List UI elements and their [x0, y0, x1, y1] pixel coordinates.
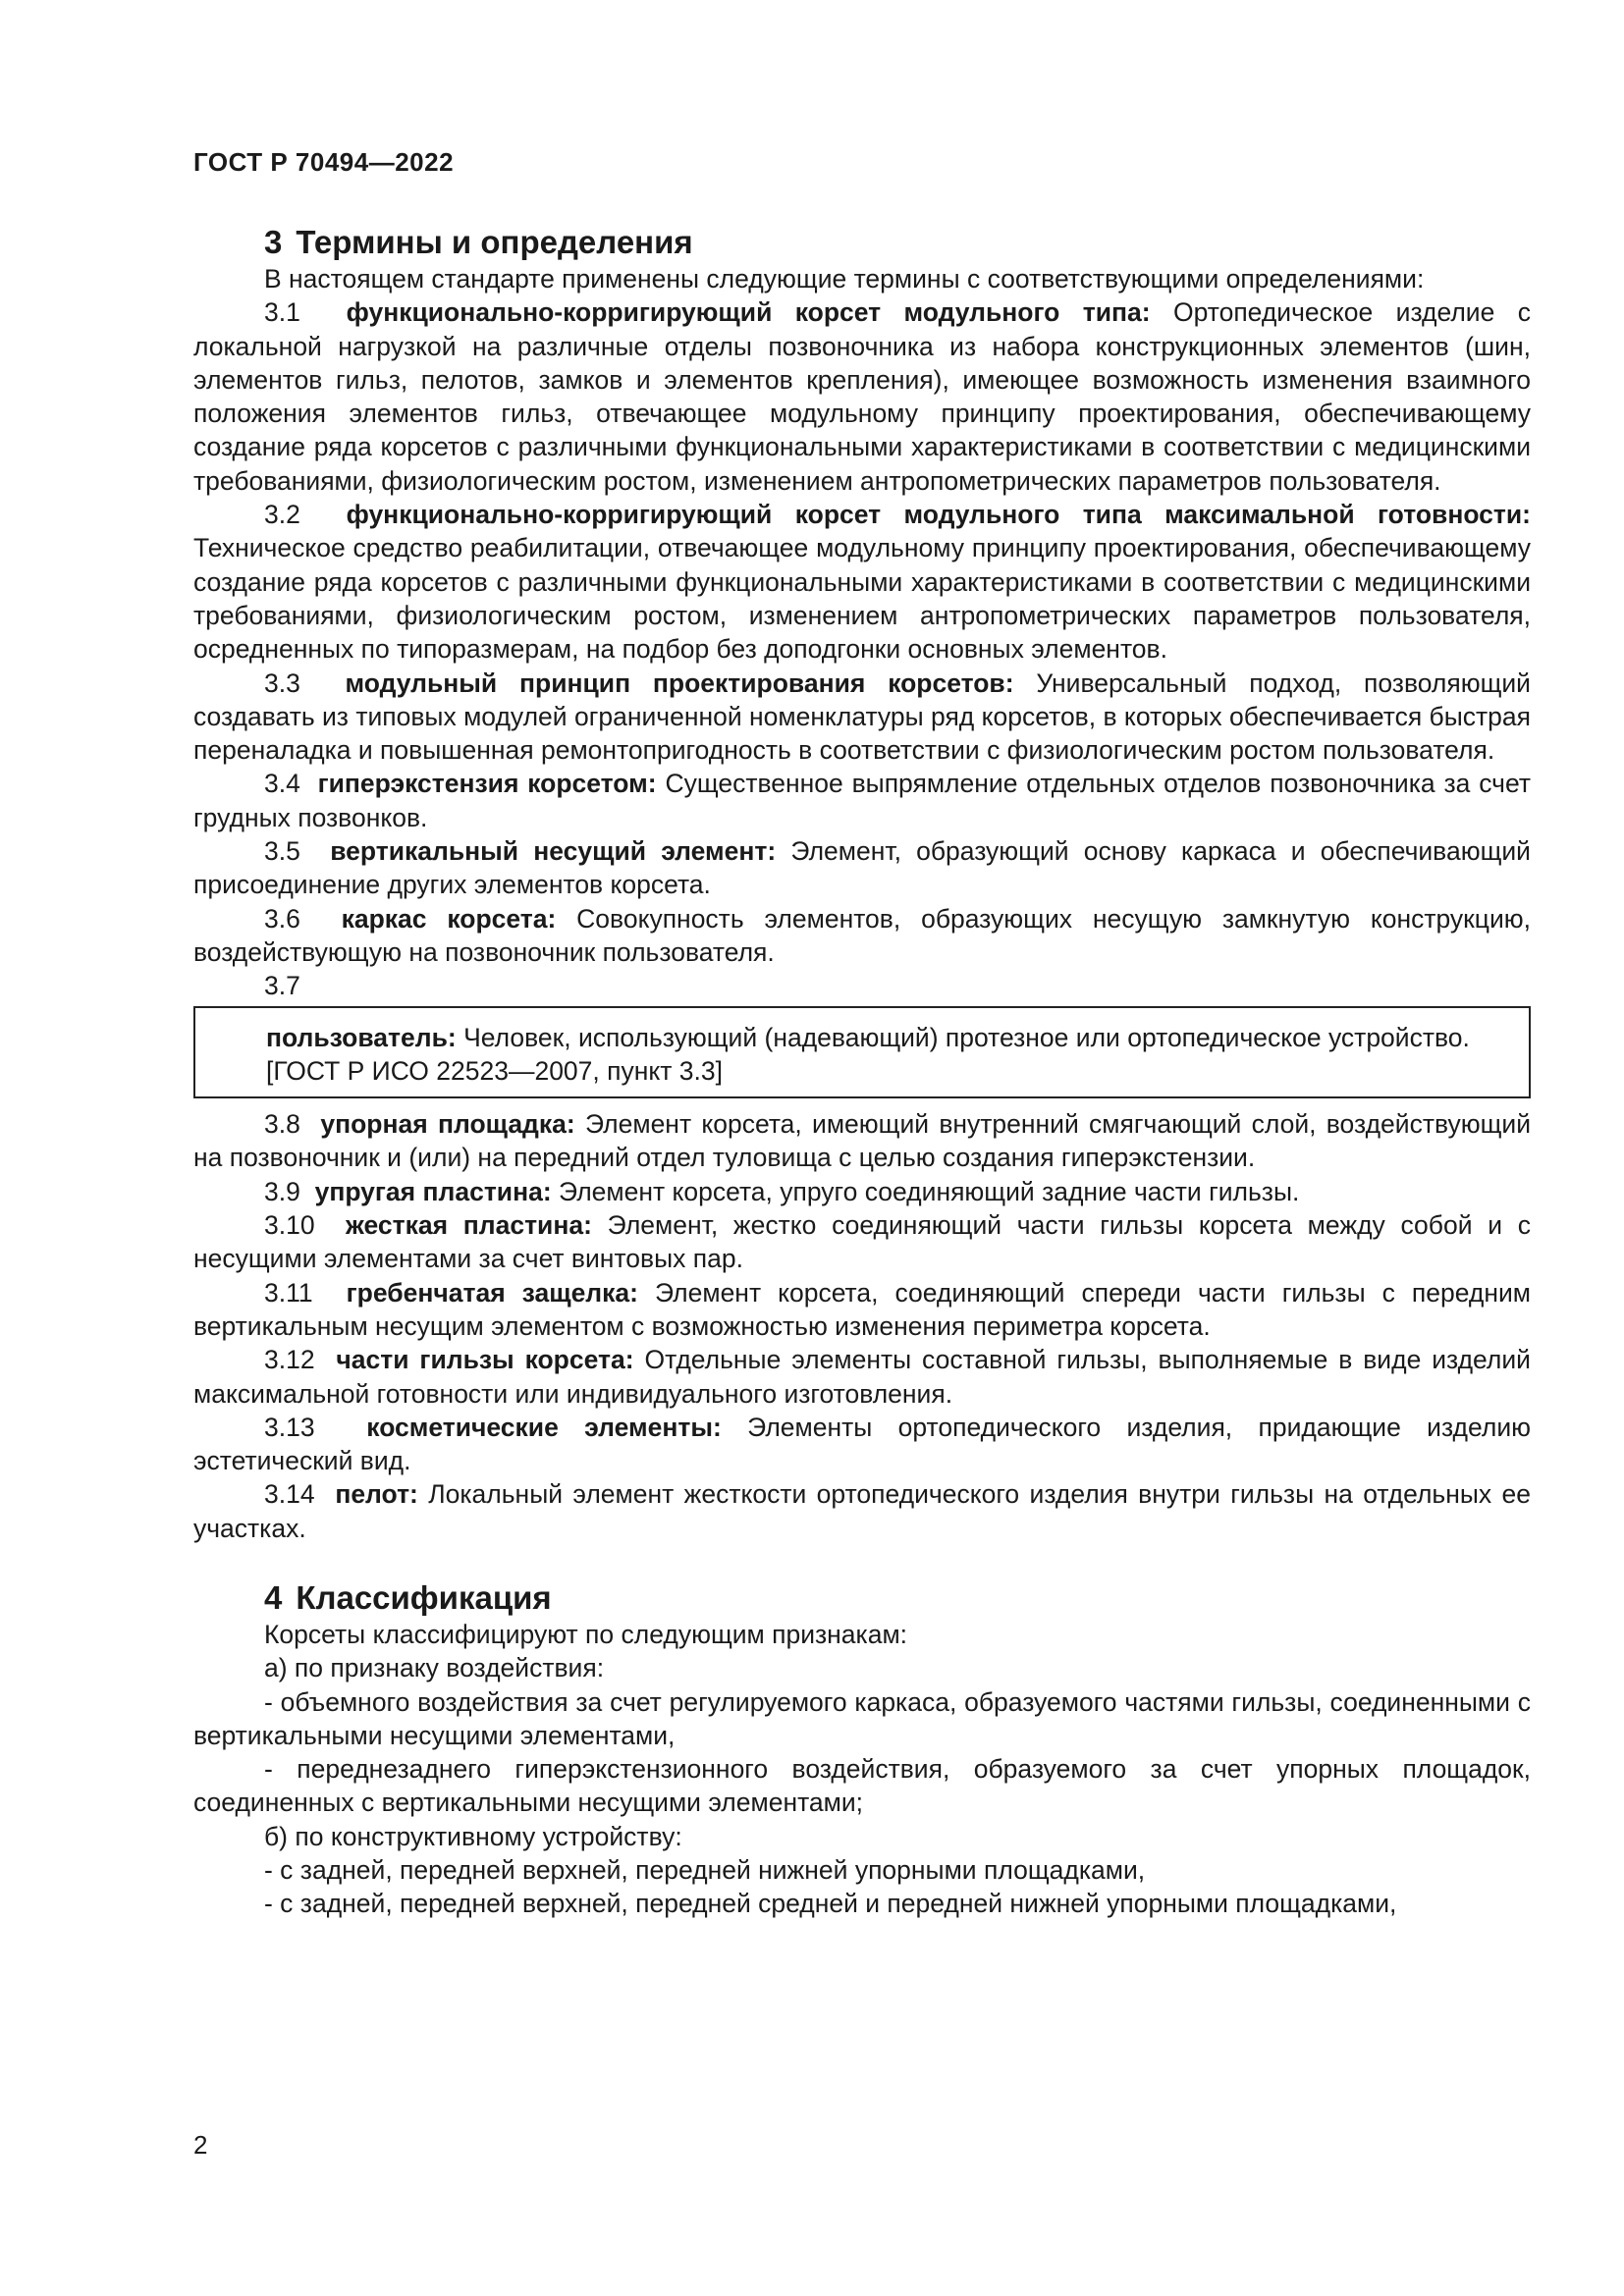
classification-line: - с задней, передней верхней, передней нижней упорными площадками, — [264, 1855, 1146, 1886]
section-title: Классификация — [296, 1578, 552, 1616]
term-definition: Существенное выпрямление отдельных отделов позвоночника за счет грудных позвонков. — [193, 769, 1531, 832]
classification-line: Корсеты классифицируют по следующим признакам: — [264, 1619, 908, 1649]
term-definition: Локальный элемент жесткости ортопедического изделия внутри гильзы на отдельных ее участках. — [193, 1479, 1531, 1543]
term-paragraph: 3.2 функционально-корригирующий корсет модульного типа максимальной готовности: Техническое средство реабилитации, отвечающее модульному принципу проектирования, обеспечивающему создание ряда корсетов с различными функциональными характеристиками в соответствии с медицинскими требованиями, физиологическим ростом, изменением антропометрических параметров пользователя, осредненных по типоразмерам, на подбор без доподгонки основных элементов. — [193, 500, 1531, 665]
term-source-reference: [ГОСТ Р ИСО 22523—2007, пункт 3.3] — [266, 1055, 723, 1086]
term-name: жесткая пластина: — [346, 1210, 592, 1241]
term-name: пользователь: — [266, 1022, 457, 1052]
term-name: упорная площадка: — [320, 1109, 575, 1140]
term-name: каркас корсета: — [341, 903, 557, 934]
term-name: функционально-корригирующий корсет модульного типа максимальной готовности: — [346, 500, 1531, 530]
term-definition: Человек, использующий (надевающий) протезное или ортопедическое устройство. — [463, 1022, 1470, 1052]
term-name: упругая пластина: — [314, 1176, 552, 1206]
term-definition: Ортопедическое изделие с локальной нагрузкой на различные отделы позвоночника из набора конструкционных элементов (шин, элементов гильз, пелотов, замков и элементов крепления), имеющее возможность изменения взаимного положения элементов гильз, отвечающее модульному принципу проектирования, обеспечивающему создание ряда корсетов с различными функциональными характеристиками в соответствии с медицинскими требованиями, физиологическим ростом, изменением антропометрических параметров пользователя. — [193, 297, 1531, 496]
term-definition: Элемент, образующий основу каркаса и обеспечивающий присоединение других элементов корсета. — [193, 836, 1531, 900]
term-definition: Элементы ортопедического изделия, придающие изделию эстетический вид. — [193, 1412, 1531, 1476]
document-code-header: ГОСТ Р 70494—2022 — [193, 147, 455, 177]
term-paragraph: 3.1 функционально-корригирующий корсет модульного типа: Ортопедическое изделие с локальной нагрузкой на различные отделы позвоночника из набора конструкционных элементов (шин, элементов гильз, пелотов, замков и элементов крепления), имеющее возможность изменения взаимного положения элементов гильз, отвечающее модульному принципу проектирования, обеспечивающему создание ряда корсетов с различными функциональными характеристиками в соответствии с медицинскими требованиями, физиологическим ростом, изменением антропометрических параметров пользователя. — [193, 297, 1531, 496]
section-3-intro: В настоящем стандарте применены следующие термины с соответствующими определениями: — [264, 264, 1425, 294]
term-definition: Универсальный подход, позволяющий создавать из типовых модулей ограниченной номенклатуры ряд корсетов, в которых обеспечивается быстрая переналадка и повышенная ремонтопригодность в соответствии с физиологическим ростом пользователя. — [193, 667, 1531, 766]
classification-line: - переднезаднего гиперэкстензионного воздействия, образуемого за счет упорных площадок, соединенных с вертикальными несущими элементами; — [193, 1754, 1531, 1818]
term-definition: Техническое средство реабилитации, отвечающее модульному принципу проектирования, обеспечивающему создание ряда корсетов с различными функциональными характеристиками в соответствии с медицинскими требованиями, физиологическим ростом, изменением антропометрических параметров пользователя, осредненных по типоразмерам, на подбор без доподгонки основных элементов. — [193, 533, 1531, 665]
quoted-term-box — [193, 1006, 1531, 1099]
term-name: гребенчатая защелка: — [346, 1277, 638, 1308]
section-3-heading — [264, 223, 1531, 262]
classification-line: - с задней, передней верхней, передней средней и передней нижней упорными площадками, — [264, 1889, 1397, 1919]
term-paragraph: 3.9 упругая пластина: Элемент корсета, упруго соединяющий задние части гильзы. — [264, 1176, 1300, 1206]
boxed-term-paragraph — [209, 1021, 1515, 1054]
term-name: функционально-корригирующий корсет модульного типа: — [346, 297, 1151, 328]
term-name: модульный принцип проектирования корсетов: — [345, 667, 1014, 698]
term-paragraph: 3.10 жесткая пластина: Элемент, жестко соединяющий части гильзы корсета между собой и с несущими элементами за счет винтовых пар. — [193, 1210, 1531, 1274]
section-4-heading — [264, 1578, 1531, 1618]
section-number: 4 — [264, 1578, 283, 1616]
boxed-term-number: 3.7 — [264, 971, 300, 1001]
classification-line: - объемного воздействия за счет регулируемого каркаса, образуемого частями гильзы, соединенными с вертикальными несущими элементами, — [193, 1686, 1531, 1750]
term-definition: Отдельные элементы составной гильзы, выполняемые в виде изделий максимальной готовности или индивидуального изготовления. — [193, 1345, 1531, 1409]
term-name: вертикальный несущий элемент: — [330, 836, 777, 867]
term-paragraph: 3.13 косметические элементы: Элементы ортопедического изделия, придающие изделию эстетический вид. — [193, 1412, 1531, 1476]
page-content — [193, 216, 1531, 1921]
term-definition: Элемент корсета, имеющий внутренний смягчающий слой, воздействующий на позвоночник и (или) на передний отдел туловища с целью создания гиперэкстензии. — [193, 1109, 1531, 1173]
section-title: Термины и определения — [296, 224, 693, 260]
term-paragraph: 3.14 пелот: Локальный элемент жесткости ортопедического изделия внутри гильзы на отдельных ее участках. — [193, 1479, 1531, 1543]
term-name: части гильзы корсета: — [336, 1345, 634, 1375]
term-definition: Совокупность элементов, образующих несущую замкнутую конструкцию, воздействующую на позвоночник пользователя. — [193, 903, 1531, 967]
term-paragraph: 3.4 гиперэкстензия корсетом: Существенное выпрямление отдельных отделов позвоночника за счет грудных позвонков. — [193, 769, 1531, 832]
term-definition: Элемент корсета, соединяющий спереди части гильзы с передним вертикальным несущим элементом с возможностью изменения периметра корсета. — [193, 1277, 1531, 1341]
term-definition: Элемент, жестко соединяющий части гильзы корсета между собой и с несущими элементами за счет винтовых пар. — [193, 1210, 1531, 1274]
term-paragraph: 3.6 каркас корсета: Совокупность элементов, образующих несущую замкнутую конструкцию, воздействующую на позвоночник пользователя. — [193, 903, 1531, 967]
page-number: 2 — [193, 2130, 208, 2160]
term-name: гиперэкстензия корсетом: — [317, 769, 657, 799]
term-paragraph: 3.5 вертикальный несущий элемент: Элемент, образующий основу каркаса и обеспечивающий присоединение других элементов корсета. — [193, 836, 1531, 900]
term-paragraph: 3.12 части гильзы корсета: Отдельные элементы составной гильзы, выполняемые в виде изделий максимальной готовности или индивидуального изготовления. — [193, 1345, 1531, 1409]
section-number: 3 — [264, 224, 283, 260]
term-paragraph: 3.11 гребенчатая защелка: Элемент корсета, соединяющий спереди части гильзы с передним вертикальным несущим элементом с возможностью изменения периметра корсета. — [193, 1277, 1531, 1341]
classification-line: б) по конструктивному устройству: — [264, 1821, 682, 1851]
term-name: косметические элементы: — [366, 1412, 722, 1442]
term-paragraph: 3.8 упорная площадка: Элемент корсета, имеющий внутренний смягчающий слой, воздействующий на позвоночник и (или) на передний отдел туловища с целью создания гиперэкстензии. — [193, 1109, 1531, 1173]
term-name: пелот: — [335, 1479, 418, 1510]
term-definition: Элемент корсета, упруго соединяющий задние части гильзы. — [559, 1176, 1300, 1206]
classification-line: а) по признаку воздействия: — [264, 1653, 605, 1683]
term-paragraph: 3.3 модульный принцип проектирования корсетов: Универсальный подход, позволяющий создавать из типовых модулей ограниченной номенклатуры ряд корсетов, в которых обеспечивается быстрая переналадка и повышенная ремонтопригодность в соответствии с физиологическим ростом пользователя. — [193, 667, 1531, 766]
